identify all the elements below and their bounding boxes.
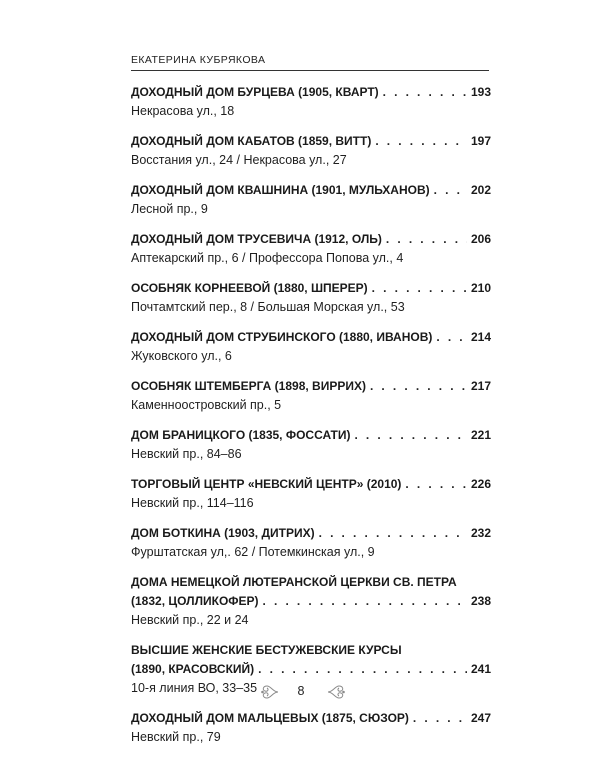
toc-entry-address: Восстания ул., 24 / Некрасова ул., 27 [131, 153, 347, 167]
toc-entry-title: ДОХОДНЫЙ ДОМ СТРУБИНСКОГО (1880, ИВАНОВ) [131, 330, 433, 344]
toc-entry-address: Аптекарский пр., 6 / Профессора Попова ул., 4 [131, 251, 404, 265]
toc-title-line [131, 132, 491, 151]
dot-leader [354, 426, 467, 445]
toc-entry-address: Невский пр., 114–116 [131, 496, 254, 510]
toc-entry[interactable] [131, 426, 491, 464]
toc-entry-title-line2: (1890, КРАСОВСКИЙ) [131, 662, 255, 676]
toc-page-number: 202 [470, 183, 491, 197]
toc-title-line [131, 328, 491, 347]
toc-title-line [131, 279, 491, 298]
toc-page-number: 247 [470, 711, 491, 725]
dot-leader [436, 328, 467, 347]
toc-entry-address: Невский пр., 79 [131, 730, 221, 744]
toc-entry[interactable] [131, 83, 491, 121]
toc-entry[interactable] [131, 279, 491, 317]
toc-page-number: 232 [470, 526, 491, 540]
toc-entry-address: Каменноостровский пр., 5 [131, 398, 282, 412]
toc-page-number: 193 [470, 85, 491, 99]
toc-entry-address: Почтамтский пер., 8 / Большая Морская ул., 53 [131, 300, 405, 314]
toc-title-line [131, 660, 491, 679]
toc-entry[interactable] [131, 475, 491, 513]
toc-entry-title: ОСОБНЯК КОРНЕЕВОЙ (1880, ШПЕРЕР) [131, 281, 368, 295]
toc-entry-title: ДОХОДНЫЙ ДОМ МАЛЬЦЕВЫХ (1875, СЮЗОР) [131, 711, 409, 725]
toc-entry-title: ДОХОДНЫЙ ДОМ КВАШНИНА (1901, МУЛЬХАНОВ) [131, 183, 430, 197]
flourish-ornament-icon [326, 680, 346, 709]
toc-entry-address: Лесной пр., 9 [131, 202, 208, 216]
toc-entry-title-line1: ВЫСШИЕ ЖЕНСКИЕ БЕСТУЖЕВСКИЕ КУРСЫ [131, 643, 402, 657]
dot-leader [383, 83, 467, 102]
toc-title-line [131, 475, 491, 494]
dot-leader [386, 230, 467, 249]
dot-leader [258, 660, 467, 679]
page-footer [0, 678, 600, 708]
dot-leader [405, 475, 467, 494]
dot-leader [370, 377, 467, 396]
toc-page-number: 217 [470, 379, 491, 393]
flourish-ornament-icon [260, 680, 280, 709]
toc-page-number: 214 [470, 330, 491, 344]
page-number: 8 [297, 684, 305, 698]
toc-entry[interactable] [131, 181, 491, 219]
toc-entry[interactable] [131, 524, 491, 562]
toc-entry-title: ДОМ БРАНИЦКОГО (1835, ФОССАТИ) [131, 428, 351, 442]
toc-entry[interactable] [131, 132, 491, 170]
toc-title-line [131, 524, 491, 543]
toc-title-line [131, 83, 491, 102]
toc-title-line [131, 181, 491, 200]
toc-entry-title-line2: (1832, ЦОЛЛИКОФЕР) [131, 594, 259, 608]
running-head: ЕКАТЕРИНА КУБРЯКОВА [131, 54, 266, 66]
header-rule [131, 70, 489, 71]
toc-page-number: 206 [470, 232, 491, 246]
dot-leader [372, 279, 467, 298]
toc-entry-address: Невский пр., 84–86 [131, 447, 242, 461]
dot-leader [319, 524, 467, 543]
toc-title-line [131, 230, 491, 249]
toc-entry-title: ДОХОДНЫЙ ДОМ ТРУСЕВИЧА (1912, ОЛЬ) [131, 232, 382, 246]
toc-entry[interactable] [131, 230, 491, 268]
toc-entry[interactable] [131, 377, 491, 415]
toc-entry[interactable] [131, 709, 491, 747]
toc-entry-address: Фурштатская ул,. 62 / Потемкинская ул., 9 [131, 545, 375, 559]
toc-entry-title: ДОМ БОТКИНА (1903, ДИТРИХ) [131, 526, 315, 540]
toc-entry-title: ОСОБНЯК ШТЕМБЕРГА (1898, ВИРРИХ) [131, 379, 366, 393]
toc-entry-title: ТОРГОВЫЙ ЦЕНТР «НЕВСКИЙ ЦЕНТР» (2010) [131, 477, 402, 491]
toc-entry-address: Жуковского ул., 6 [131, 349, 232, 363]
toc-entry-address: Некрасова ул., 18 [131, 104, 235, 118]
dot-leader [434, 181, 467, 200]
toc-page-number: 197 [470, 134, 491, 148]
toc-page-number: 241 [470, 662, 491, 676]
toc-title-line [131, 377, 491, 396]
toc-entry-title: ДОХОДНЫЙ ДОМ БУРЦЕВА (1905, КВАРТ) [131, 85, 379, 99]
toc-page-number: 238 [470, 594, 491, 608]
toc-entry-address: 10-я линия ВО, 33–35 [131, 681, 258, 695]
toc-title-line [131, 426, 491, 445]
toc-title-line [131, 709, 491, 728]
dot-leader [263, 592, 467, 611]
toc-page-number: 221 [470, 428, 491, 442]
table-of-contents [131, 83, 491, 758]
toc-entry-title: ДОХОДНЫЙ ДОМ КАБАТОВ (1859, ВИТТ) [131, 134, 372, 148]
toc-page-number: 210 [470, 281, 491, 295]
dot-leader [375, 132, 467, 151]
toc-entry-address: Невский пр., 22 и 24 [131, 613, 249, 627]
toc-entry-title-line1: ДОМА НЕМЕЦКОЙ ЛЮТЕРАНСКОЙ ЦЕРКВИ СВ. ПЕТРА [131, 575, 457, 589]
dot-leader [413, 709, 467, 728]
toc-page-number: 226 [470, 477, 491, 491]
toc-entry[interactable] [131, 328, 491, 366]
toc-entry[interactable] [131, 573, 491, 630]
toc-title-line [131, 592, 491, 611]
